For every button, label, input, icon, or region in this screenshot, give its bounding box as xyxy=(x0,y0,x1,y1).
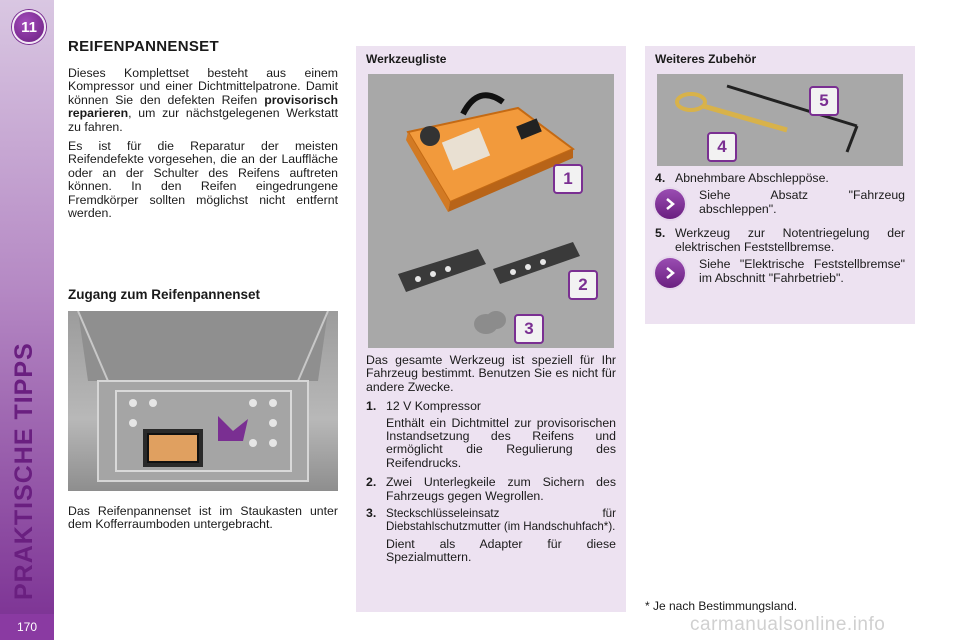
watermark: carmanualsonline.info xyxy=(690,614,886,635)
accessories-photo xyxy=(657,74,903,166)
intro-text-end: , um zur nächstgelegenen Werkstatt zu fahren. xyxy=(68,106,338,134)
accessories-illustration xyxy=(657,74,903,166)
tool-list-heading: Werkzeugliste xyxy=(366,52,447,66)
tool-item-number: 2. xyxy=(366,475,377,490)
chapter-sidebar xyxy=(0,0,54,640)
tool-item-1 xyxy=(366,400,616,413)
access-text: Das Reifenpannenset ist im Staukasten unter dem Kofferraumboden untergebracht. xyxy=(68,504,338,532)
tool-item-label: Zwei Unterlegkeile zum Sichern des Fahrzeugs gegen Wegrollen. xyxy=(386,475,616,503)
see-also-parking-brake[interactable] xyxy=(655,258,905,288)
accessory-item-label: Abnehmbare Abschleppöse. xyxy=(675,171,829,185)
tool-list-body xyxy=(366,354,616,571)
section-title: PRAKTISCHE TIPPS xyxy=(10,342,38,600)
tool-list-panel xyxy=(356,46,626,612)
accessory-item-label: Werkzeug zur Notentriegelung der elektrischen Feststellbremse. xyxy=(675,226,905,254)
see-also-towing[interactable] xyxy=(655,189,905,219)
chevron-right-icon xyxy=(655,189,685,219)
chapter-badge xyxy=(12,10,46,44)
tool-badge-1: 1 xyxy=(553,164,583,194)
accessory-item-number: 4. xyxy=(655,171,666,185)
accessory-item-4 xyxy=(655,172,905,185)
tool-item-3-detail: Dient als Adapter für diese Spezialmuttern. xyxy=(386,536,616,565)
tool-badge-2: 2 xyxy=(568,270,598,300)
accessories-body xyxy=(655,172,905,296)
see-also-text: Siehe "Elektrische Feststellbremse" im Abschnitt "Fahrbetrieb". xyxy=(699,257,905,285)
intro-text: Dieses Komplettset besteht aus einem Kompressor und einer Dichtmittelpatrone. Damit können Sie den defekten Reifen xyxy=(68,66,338,107)
access-heading: Zugang zum Reifenpannenset xyxy=(68,287,261,302)
tool-item-number: 3. xyxy=(366,506,377,521)
intro-paragraph xyxy=(68,67,338,134)
accessory-badge-4: 4 xyxy=(707,132,737,162)
footnote: * Je nach Bestimmungsland. xyxy=(645,599,798,613)
tool-list-intro: Das gesamte Werkzeug ist speziell für Ihr Fahrzeug bestimmt. Benutzen Sie es nicht für andere Zwecke. xyxy=(366,353,616,394)
tools-illustration xyxy=(368,74,614,348)
left-column xyxy=(68,38,338,226)
chevron-right-icon xyxy=(655,258,685,288)
tools-photo xyxy=(368,74,614,348)
accessory-item-number: 5. xyxy=(655,226,666,241)
trunk-photo xyxy=(68,311,338,491)
accessories-heading: Weiteres Zubehör xyxy=(655,52,757,66)
intro-bold-text: provisorisch reparieren xyxy=(68,92,338,121)
tool-item-3 xyxy=(366,507,616,534)
tool-item-label: Steckschlüsseleinsatz für Diebstahlschutzmutter (im Handschuhfach*). xyxy=(386,507,616,534)
tool-item-2 xyxy=(366,476,616,503)
tool-item-number: 1. xyxy=(366,399,377,414)
accessory-badge-5: 5 xyxy=(809,86,839,116)
chapter-number: 11 xyxy=(21,18,37,36)
tool-badge-3: 3 xyxy=(514,314,544,344)
tool-item-1-detail: Enthält ein Dichtmittel zur provisorischen Instandsetzung des Reifens und ermöglicht die Regulierung des Reifendrucks. xyxy=(386,415,616,470)
page-title: REIFENPANNENSET xyxy=(68,38,219,55)
accessory-item-5 xyxy=(655,227,905,254)
see-also-text: Siehe Absatz "Fahrzeug abschleppen". xyxy=(699,188,905,216)
tool-item-label: 12 V Kompressor xyxy=(386,399,482,414)
page-number: 170 xyxy=(0,614,54,640)
trunk-illustration xyxy=(68,311,338,491)
usage-paragraph: Es ist für die Reparatur der meisten Reifendefekte vorgesehen, die an der Lauffläche oder an der Schulter des Reifens auftreten können. In den Reifen eingedrungene Fremdkörper sollten möglichst nicht entfernt werden. xyxy=(68,139,338,221)
accessories-panel xyxy=(645,46,915,324)
